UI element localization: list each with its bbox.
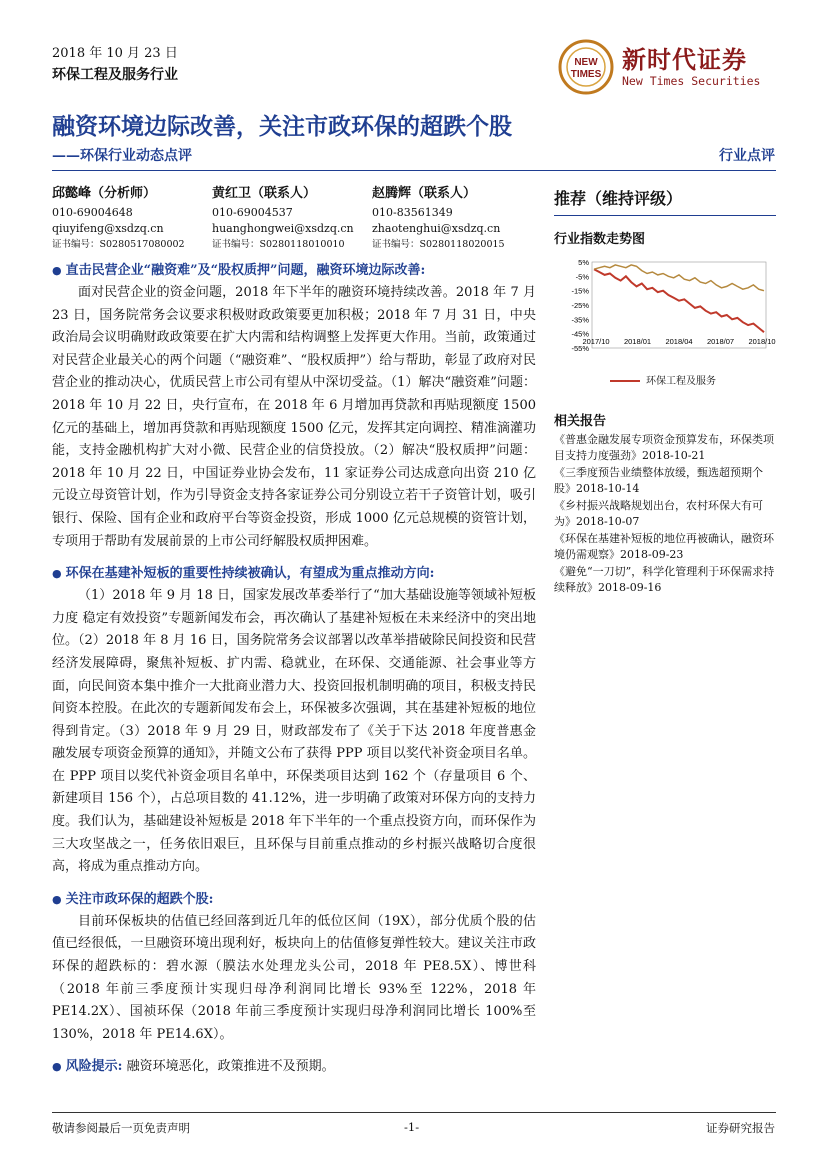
chart-legend	[610, 372, 716, 387]
related-reports-title: 相关报告	[554, 414, 607, 429]
analyst-email[interactable]: qiuyifeng@xsdzq.cn	[52, 222, 164, 235]
related-report-item[interactable]: 《乡村振兴战略规划出台，农村环保大有可为》2018-10-07	[554, 499, 763, 528]
y-tick-label: -15%	[571, 286, 589, 296]
risk-note	[52, 1056, 536, 1079]
section-heading: ● 关注市政环保的超跌个股:	[52, 889, 536, 911]
y-tick-label: -35%	[571, 315, 589, 325]
report-date: 2018 年 10 月 23 日	[52, 46, 178, 61]
main-content	[52, 260, 536, 1079]
analyst-card	[212, 186, 362, 253]
analyst-email[interactable]: huanghongwei@xsdzq.cn	[212, 222, 354, 235]
analyst-email[interactable]: zhaotenghui@xsdzq.cn	[372, 222, 501, 235]
company-name: 新时代证券	[622, 45, 747, 74]
x-tick-label: 2018/04	[665, 337, 693, 346]
analyst-card	[372, 186, 522, 253]
legend-swatch	[610, 380, 640, 382]
section-paragraph: 面对民营企业的资金问题，2018 年下半年的融资环境持续改善。2018 年 7 月 23 日，国务院常务会议要求积极财政政策要更加积极；2018 年 7 月 31 日，中央政治局会议明确财政政策要在扩大内需和结构调整上发挥更大作用。当前，政策通过对民营企业最关心的两个问题（“融资难”、“股权质押”）给与帮助，彰显了政府对民营企业的推动决心，优质民营上市公司有望从中深切受益。（1）解决“融资难”问题：2018 年 10 月 22 日，央行宣布，在 2018 年 6 月增加再贷款和再贴现额度 1500 亿元的基础上，增加再贷款和再贴现额度 1500 亿元，发挥其定向调控、精准滴灌功能，支持金融机构扩大对小微、民营企业的信贷投放。（2）解决“股权质押”问题：2018 年 10 月 22 日，中国证券业协会发布，11 家证券公司达成意向出资 210 亿元设立母资管计划，作为引导资金支持各家证券公司分别设立若干子资管计划，吸引银行、保险、国有企业和政府平台等资金投资，形成 1000 亿元总规模的资管计划，专项用于帮助有发展前景的上市公司纾解股权质押困难。	[52, 285, 536, 549]
x-tick-label: 2018/01	[623, 337, 652, 346]
industry-name: 环保工程及服务行业	[52, 67, 178, 83]
footer-disclaimer[interactable]: 敬请参阅最后一页免责声明	[52, 1121, 190, 1135]
related-reports-list	[554, 432, 776, 597]
analyst-cert: 证书编号：S0280118010010	[212, 239, 345, 250]
analyst-phone: 010-83561349	[372, 206, 453, 219]
analyst-name: 赵腾辉（联系人）	[372, 186, 477, 201]
y-tick-label: -45%	[571, 329, 589, 339]
x-tick-label: 2018/07	[706, 337, 735, 346]
related-report-item[interactable]: 《普惠金融发展专项资金预算发布，环保类项目支持力度强劲》2018-10-21	[554, 433, 774, 462]
x-tick-label: 2018/10	[748, 337, 776, 346]
analyst-cert: 证书编号：S0280517080002	[52, 239, 185, 250]
analyst-cert: 证书编号：S0280118020015	[372, 239, 505, 250]
report-type: 行业点评	[719, 148, 775, 164]
analyst-phone: 010-69004537	[212, 206, 293, 219]
footer-divider	[52, 1112, 776, 1113]
page-number: -1-	[404, 1120, 420, 1134]
rating-badge: 推荐（维持评级）	[554, 186, 776, 216]
header-divider	[52, 170, 776, 171]
y-tick-label: -5%	[575, 272, 589, 282]
y-tick-label: 5%	[578, 258, 589, 267]
related-report-item[interactable]: 《避免“一刀切”，科学化管理利于环保需求持续释放》2018-09-16	[554, 565, 775, 594]
y-tick-label: -25%	[571, 301, 589, 310]
related-report-item[interactable]: 《环保在基建补短板的地位再被确认，融资环境仍需观察》2018-09-23	[554, 532, 774, 561]
section-heading: ● 环保在基建补短板的重要性持续被确认，有望成为重点推动方向:	[52, 563, 536, 585]
analyst-phone: 010-69004648	[52, 206, 133, 219]
analyst-name: 黄红卫（联系人）	[212, 186, 317, 201]
legend-label: 环保工程及服务	[646, 376, 716, 387]
risk-label: ● 风险提示:	[52, 1059, 122, 1074]
section-paragraph: 目前环保板块的估值已经回落到近几年的低位区间（19X），部分优质个股的估值已经很低，一旦融资环境出现利好，板块向上的估值修复弹性较大。建议关注市政环保的超跌标的：碧水源（膜法水处理龙头公司，2018 年 PE8.5X）、博世科（2018 年前三季度预计实现归母净利润同比增长 93%至 122%，2018 年 PE14.2X）、国祯环保（2018 年前三季度预计实现归母净利润同比增长 100%至 130%，2018 年 PE14.6X）。	[52, 913, 536, 1042]
section-heading: ● 直击民营企业“融资难”及“股权质押”问题，融资环境边际改善:	[52, 260, 536, 282]
company-name-en: New Times Securities	[622, 74, 761, 88]
series-line	[594, 265, 764, 291]
x-tick-label: 2017/10	[582, 337, 610, 346]
analyst-name: 邱懿峰（分析师）	[52, 186, 157, 201]
series-line	[594, 269, 764, 332]
risk-text: 融资环境恶化，政策推进不及预期。	[126, 1059, 335, 1075]
chart-title: 行业指数走势图	[554, 232, 646, 247]
logo-badge-line1: NEW	[574, 57, 598, 68]
y-tick-label: -55%	[571, 344, 589, 353]
related-report-item[interactable]: 《三季度预告业绩整体放缓，甄选超预期个股》2018-10-14	[554, 466, 763, 495]
report-title: 融资环境边际改善，关注市政环保的超跌个股	[52, 113, 512, 140]
index-trend-chart	[554, 256, 776, 386]
section-paragraph: （1）2018 年 9 月 18 日，国家发展改革委举行了“加大基础设施等领域补短板力度 稳定有效投资”专题新闻发布会，再次确认了基建补短板在未来经济中的突出地位。（2）2018 年 8 月 16 日，国务院常务会议部署以改革举措破除民间投资和民营经济发展障碍，聚焦补短板、扩内需、稳就业，在环保、交通能源、社会事业等方面，向民间资本集中推介一大批商业潜力大、投资回报机制明确的项目，积极支持民间资本控股。在此次的专题新闻发布会上，环保被多次强调，其在基建补短板的地位得到肯定。（3）2018 年 9 月 29 日，财政部发布了《关于下达 2018 年度普惠金融发展专项资金预算的通知》，并随文公布了获得 PPP 项目以奖代补资金项目名单。在 PPP 项目以奖代补资金项目名单中，环保类项目达到 162 个（存量项目 6 个、新建项目 156 个），占总项目数的 41.12%，进一步明确了政策对环保方向的支持力度。我们认为，基础建设补短板是 2018 年下半年的一个重点投资方向，而环保作为三大攻坚战之一，任务依旧艰巨，且环保与目前重点推动的乡村振兴战略切合度很高，将成为重点推动方向。	[52, 588, 536, 875]
report-subtitle: ——环保行业动态点评	[52, 148, 192, 164]
logo-badge-line2: TIMES	[570, 69, 602, 80]
footer-tag: 证券研究报告	[706, 1121, 775, 1135]
analyst-card	[52, 186, 202, 253]
